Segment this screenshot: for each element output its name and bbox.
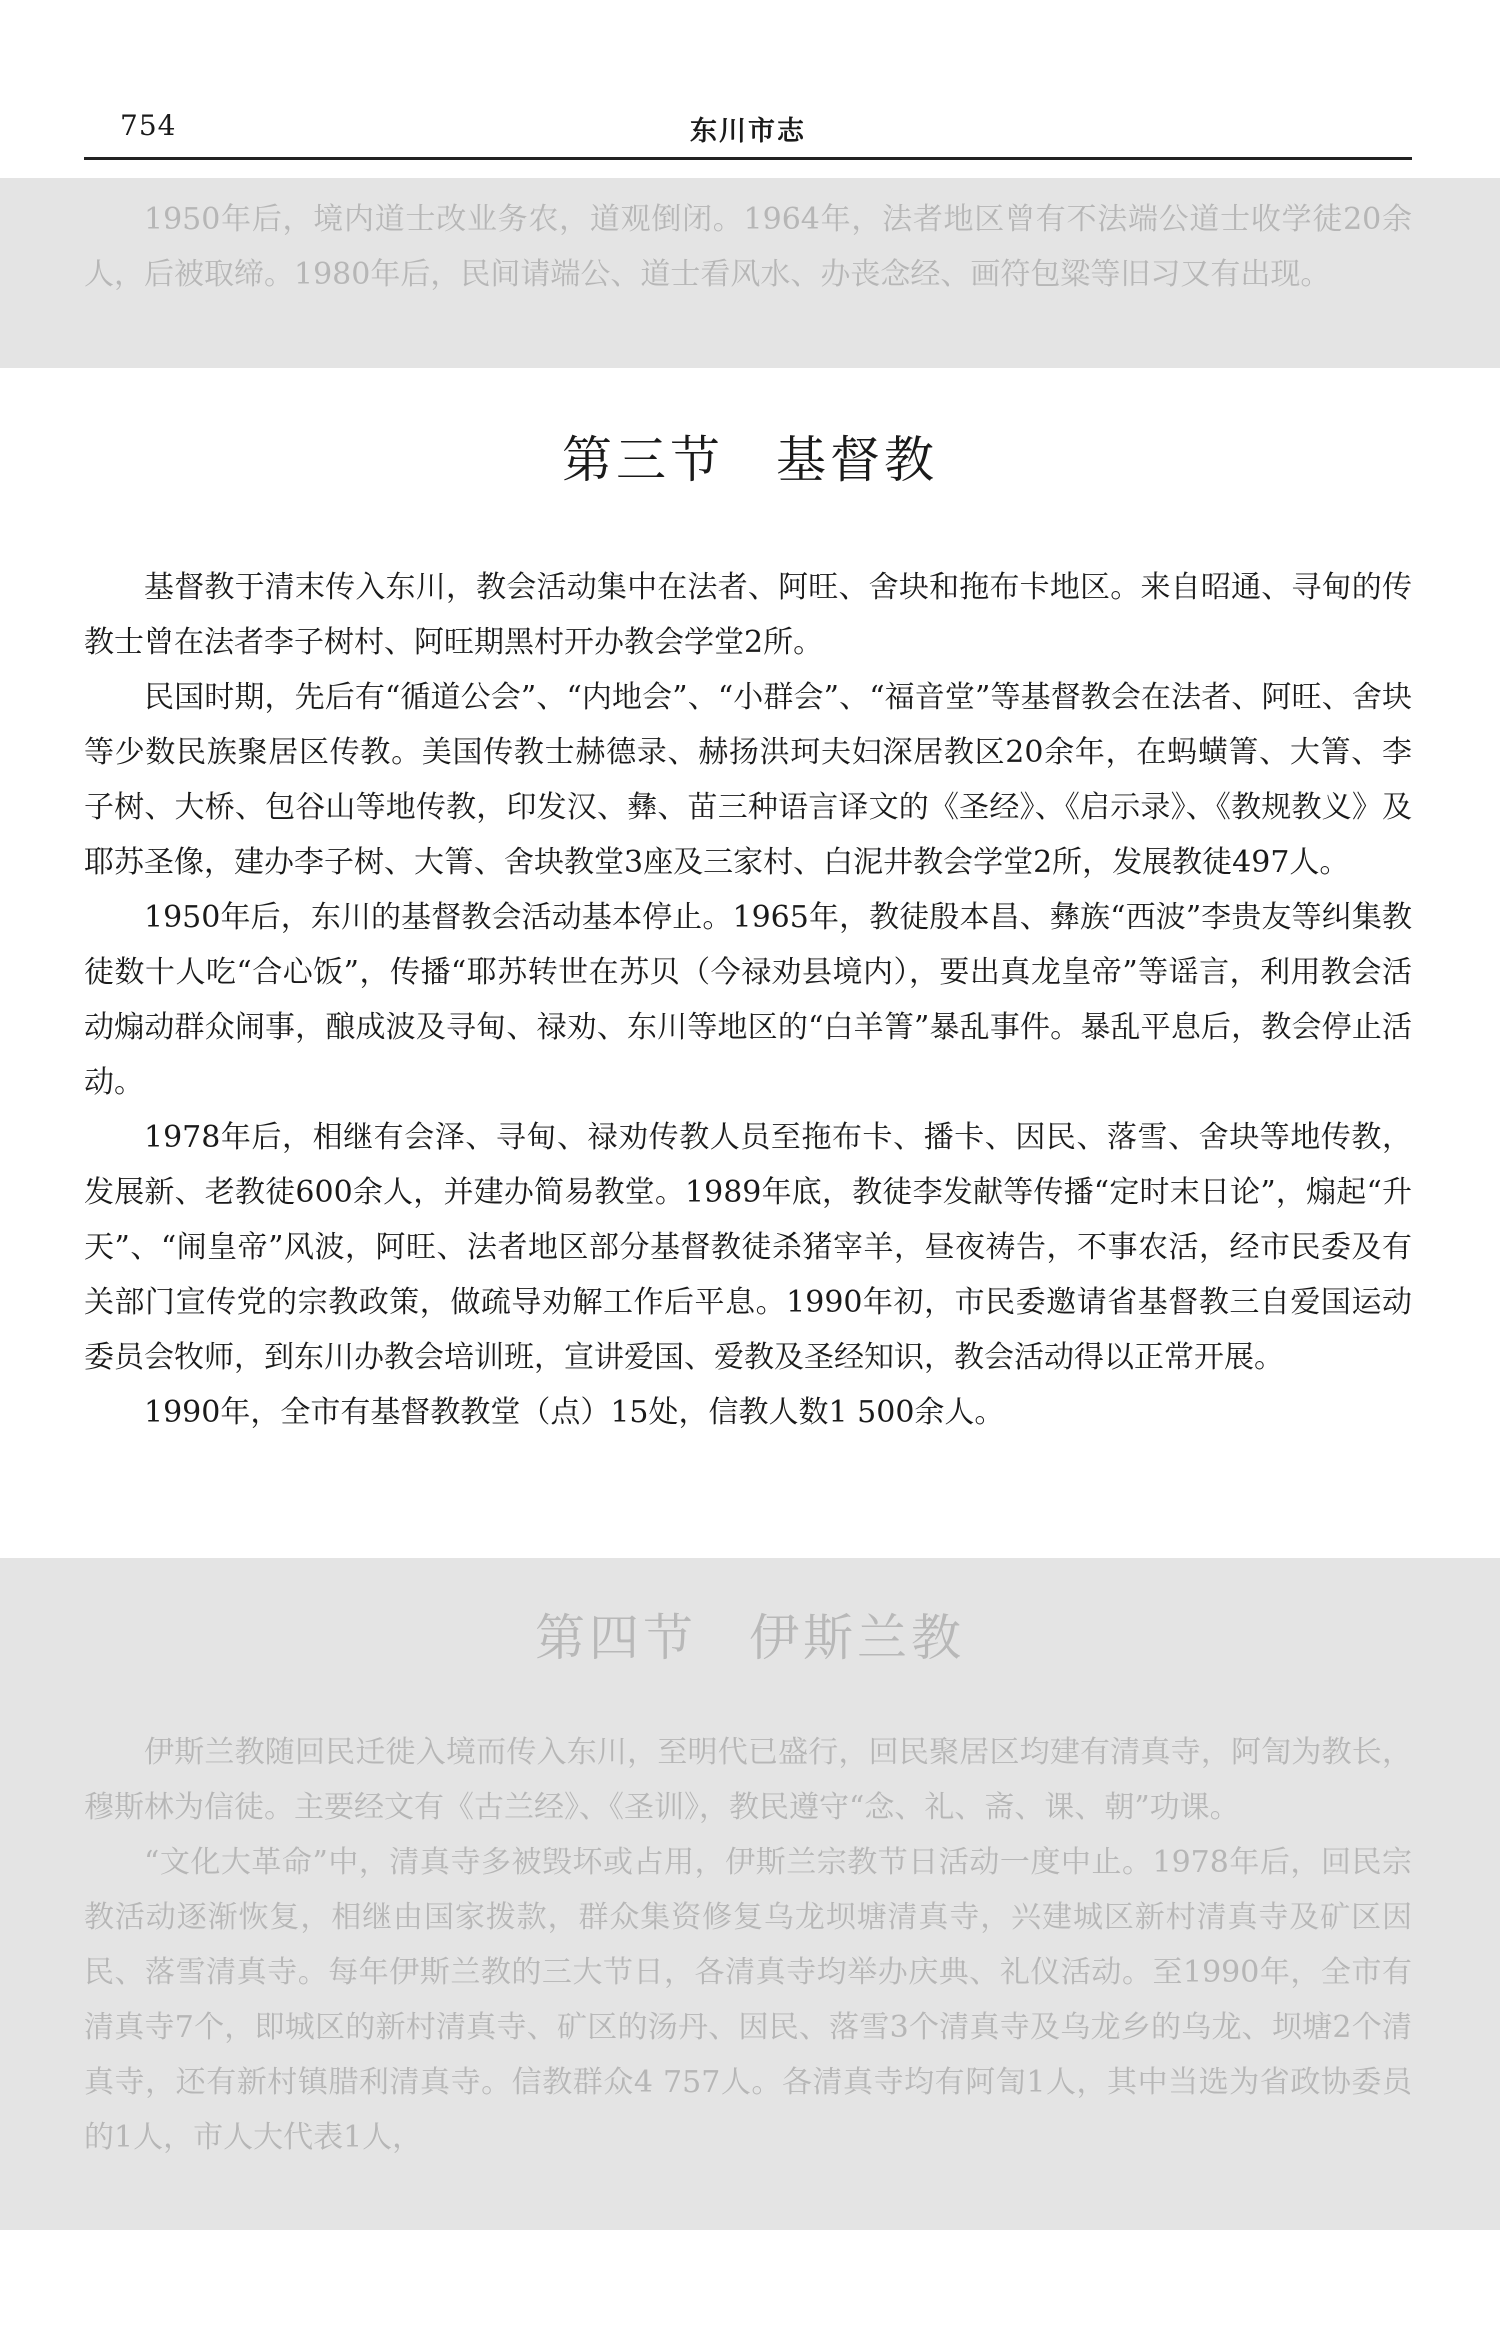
paragraph: 1990年，全市有基督教教堂（点）15处，信教人数1 500余人。 [144,1395,1005,1430]
section-number: 第四节 [535,1609,697,1667]
section-body-christianity [84,560,1412,1440]
section-name: 伊斯兰教 [749,1609,965,1667]
paragraph: 1978年后，相继有会泽、寻甸、禄劝传教人员至拖布卡、播卡、因民、落雪、舍块等地传教，发展新、老教徒600余人，并建办简易教堂。1989年底，教徒李发献等传播“定时末日论”，煽起“升天”、“闹皇帝”风波，阿旺、法者地区部分基督教徒杀猪宰羊，昼夜祷告，不事农活，经市民委及有关部门宣传党的宗教政策，做疏导劝解工作后平息。1990年初，市民委邀请省基督教三自爱国运动委员会牧师，到东川办教会培训班，宣讲爱国、爱教及圣经知识，教会活动得以正常开展。 [84,1120,1412,1375]
paragraph: 伊斯兰教随回民迁徙入境而传入东川，至明代已盛行，回民聚居区均建有清真寺，阿訇为教长，穆斯林为信徒。主要经文有《古兰经》、《圣训》，教民遵守“念、礼、斋、课、朝”功课。 [84,1735,1412,1825]
section-body-islam [84,1725,1412,2165]
header-rule [84,157,1412,160]
section-title-islam [0,1598,1500,1670]
section-name: 基督教 [776,431,938,489]
paragraph: 1950年后，东川的基督教会活动基本停止。1965年，教徒殷本昌、彝族“西波”李贵友等纠集教徒数十人吃“合心饭”，传播“耶苏转世在苏贝（今禄劝县境内），要出真龙皇帝”等谣言，利用教会活动煽动群众闹事，酿成波及寻甸、禄劝、东川等地区的“白羊箐”暴乱事件。暴乱平息后，教会停止活动。 [84,900,1412,1100]
page-number: 754 [120,109,177,142]
paragraph: “文化大革命”中，清真寺多被毁坏或占用，伊斯兰宗教节日活动一度中止。1978年后，回民宗教活动逐渐恢复，相继由国家拨款，群众集资修复乌龙坝塘清真寺，兴建城区新村清真寺及矿区因民、落雪清真寺。每年伊斯兰教的三大节日，各清真寺均举办庆典、礼仪活动。至1990年，全市有清真寺7个，即城区的新村清真寺、矿区的汤丹、因民、落雪3个清真寺及乌龙乡的乌龙、坝塘2个清真寺，还有新村镇腊利清真寺。信教群众4 757人。各清真寺均有阿訇1人，其中当选为省政协委员的1人，市人大代表1人， [84,1845,1412,2155]
running-title: 东川市志 [690,116,806,147]
paragraph: 1950年后，境内道士改业务农，道观倒闭。1964年，法者地区曾有不法端公道士收学徒20余人，后被取缔。1980年后，民间请端公、道士看风水、办丧念经、画符包粱等旧习又有出现。 [84,202,1412,292]
section-title-christianity [0,420,1500,492]
page-header [84,105,1412,157]
paragraph: 基督教于清末传入东川，教会活动集中在法者、阿旺、舍块和拖布卡地区。来自昭通、寻甸的传教士曾在法者李子树村、阿旺期黑村开办教会学堂2所。 [84,570,1412,660]
section-number: 第三节 [562,431,724,489]
paragraph: 民国时期，先后有“循道公会”、“内地会”、“小群会”、“福音堂”等基督教会在法者、阿旺、舍块等少数民族聚居区传教。美国传教士赫德录、赫扬洪珂夫妇深居教区20余年，在蚂蟥箐、大箐、李子树、大桥、包谷山等地传教，印发汉、彝、苗三种语言译文的《圣经》、《启示录》、《教规教义》及耶苏圣像，建办李子树、大箐、舍块教堂3座及三家村、白泥井教会学堂2所，发展教徒497人。 [84,680,1412,880]
previous-section-tail [84,192,1412,302]
